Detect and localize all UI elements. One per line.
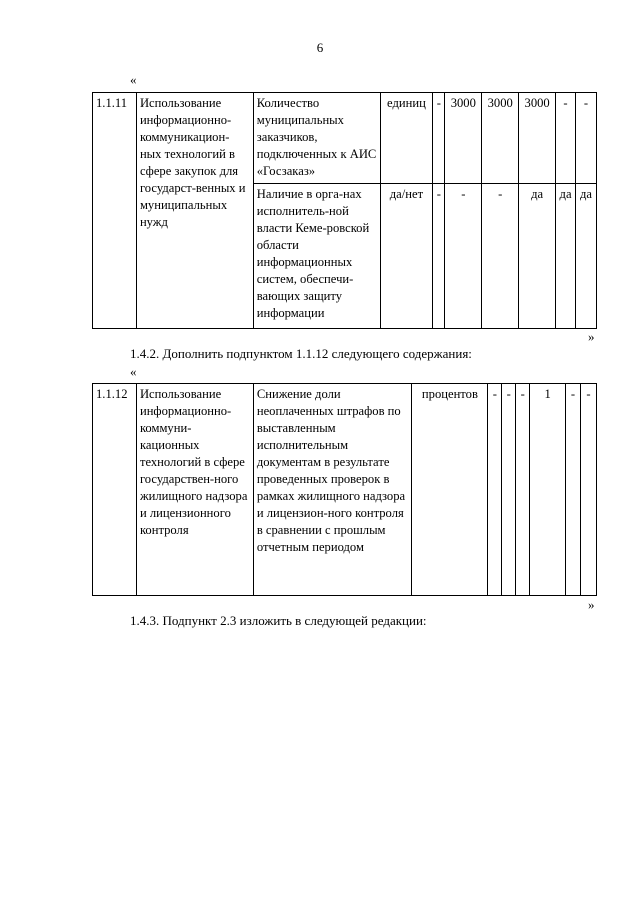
open-quote-1: « xyxy=(130,72,137,87)
close-quote-1: » xyxy=(588,329,595,344)
row-code: 1.1.12 xyxy=(93,384,137,596)
value-cell: - xyxy=(580,384,596,596)
table-2 xyxy=(92,383,597,596)
value-cell: - xyxy=(576,93,597,184)
value-cell: 3000 xyxy=(519,93,556,184)
measure-name: Использование информационно-коммуникацион-ных технологий в сфере закупок для государст-венных и муниципальных нужд xyxy=(136,93,253,329)
indicator-cell: Снижение доли неоплаченных штрафов по выставленным исполнительным документам в результате проведенных проверок в рамках жилищного надзора и лицензион-ного контроля в сравнении с прошлым отчетным периодом xyxy=(253,384,412,596)
value-cell: - xyxy=(433,93,445,184)
unit-cell: единиц xyxy=(380,93,433,184)
value-cell: - xyxy=(516,384,530,596)
value-cell: - xyxy=(556,93,576,184)
value-cell: - xyxy=(488,384,502,596)
value-cell: - xyxy=(482,184,519,329)
close-quote-2: » xyxy=(588,597,595,612)
table-1 xyxy=(92,92,597,329)
value-cell: 3000 xyxy=(445,93,482,184)
indicator-cell: Наличие в орга-нах исполнитель-ной власти Кеме-ровской области информационных систем, обеспечи-вающих защиту информации xyxy=(253,184,380,329)
page-number: 6 xyxy=(316,40,324,55)
value-cell: да xyxy=(576,184,597,329)
value-cell: 1 xyxy=(530,384,566,596)
unit-cell: процентов xyxy=(412,384,488,596)
unit-cell: да/нет xyxy=(380,184,433,329)
row-code: 1.1.11 xyxy=(93,93,137,329)
indicator-cell: Количество муниципальных заказчиков, подключенных к АИС «Госзаказ» xyxy=(253,93,380,184)
value-cell: - xyxy=(502,384,516,596)
paragraph-1-4-3: 1.4.3. Подпункт 2.3 изложить в следующей редакции: xyxy=(130,613,427,628)
paragraph-1-4-2: 1.4.2. Дополнить подпунктом 1.1.12 следующего содержания: xyxy=(130,346,472,361)
table-row xyxy=(93,384,597,596)
value-cell: - xyxy=(433,184,445,329)
value-cell: 3000 xyxy=(482,93,519,184)
value-cell: - xyxy=(445,184,482,329)
value-cell: да xyxy=(519,184,556,329)
value-cell: - xyxy=(566,384,581,596)
open-quote-2: « xyxy=(130,364,137,379)
measure-name: Использование информационно-коммуни-кационных технологий в сфере государствен-ного жилищного надзора и лицензионного контроля xyxy=(136,384,253,596)
value-cell: да xyxy=(556,184,576,329)
table-row xyxy=(93,93,597,184)
